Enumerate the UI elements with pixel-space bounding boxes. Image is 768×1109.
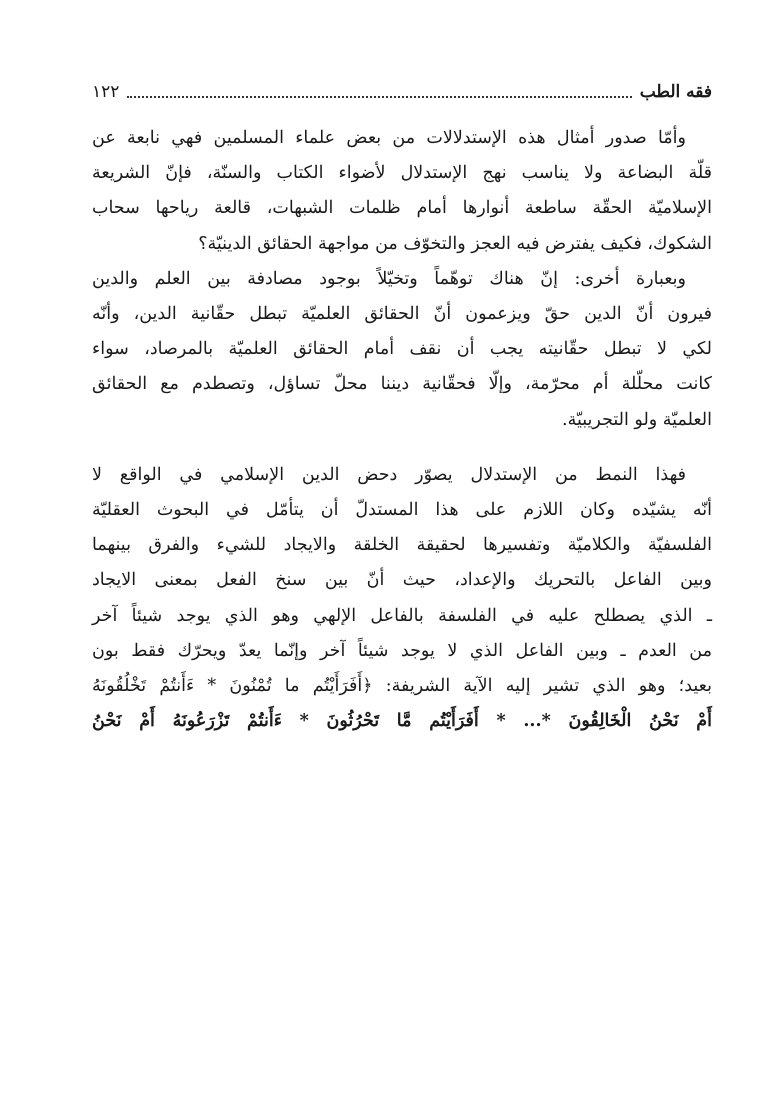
text-line: من العدم ـ وبين الفاعل الذي لا يوجد شيئاً آخر وإنّما يعدّ ويحرّك فقط بون (92, 640, 712, 661)
book-title: فقه الطب (639, 82, 712, 102)
paragraph-spacer (92, 438, 712, 458)
body-text (92, 121, 712, 739)
page-number: ١٢٢ (92, 82, 120, 102)
text-line: أنّه يشيّده وكان اللازم على هذا المستدلّ أن يتأمّل في البحوث العقليّة (92, 500, 712, 521)
text-line: الشكوك، فكيف يفترض فيه العجز والتخوّف من مواجهة الحقائق الدينيّة؟ (198, 233, 712, 254)
text-line: فيرون أنّ الدين حقّ ويزعمون أنّ الحقائق العلميّة تبطل حقّانية الدين، وأنّه (92, 304, 712, 325)
dotted-leader (127, 96, 631, 98)
text-line: الفلسفيّة والكلاميّة وتفسيرها لحقيقة الخلقة والايجاد للشيء والفرق بينهما (92, 535, 712, 556)
text-line: فهذا النمط من الإستدلال يصوّر دحض الدين الإسلامي في الواقع لا (92, 464, 686, 485)
running-header (92, 72, 712, 113)
text-line: وبين الفاعل بالتحريك والإعداد، حيث أنّ بين سنخ الفعل بمعنى الايجاد (92, 570, 712, 591)
text-line-quran: بعيد؛ وهو الذي تشير إليه الآية الشريفة: ﴿أَفَرَأَيْتُم ما تُمْنُونَ * ءَأَنتُمْ تَخْلُقُونَهُ (92, 676, 712, 697)
paragraph-2 (92, 262, 712, 438)
text-line: ـ الذي يصطلح عليه في الفلسفة بالفاعل الإلهي وهو الذي يوجد شيئاً آخر (92, 605, 712, 626)
text-line: وأمّا صدور أمثال هذه الإستدلالات من بعض علماء المسلمين فهي نابعة عن (92, 128, 686, 148)
text-line: لكي لا تبطل حقّانيته يجب أن نقف أمام الحقائق العلميّة بالمرصاد، سواء (92, 339, 712, 360)
paragraph-1 (92, 121, 712, 262)
paragraph-3 (92, 458, 712, 740)
text-line: العلميّة ولو التجريبيّة. (562, 409, 712, 430)
text-line-quran: أَمْ نَحْنُ الْخَالِقُونَ *... * أَفَرَأَيْتُم مَّا تَحْرُثُونَ * ءَأَنتُمْ تَزْرَعُونَهُ أَمْ نَحْنُ (92, 711, 712, 732)
text-line: وبعبارة أخرى: إنّ هناك توهّماً وتخيّلاً بوجود مصادفة بين العلم والدين (92, 268, 686, 289)
text-line: كانت محلّلة أم محرّمة، وإلّا فحقّانية ديننا محلّ تساؤل، وتصطدم مع الحقائق (92, 374, 712, 395)
text-line: الإسلاميّة الحقّة ساطعة أنوارها أمام ظلمات الشبهات، قالعة رياحها سحاب (92, 198, 712, 219)
text-line: قلّة البضاعة ولا يناسب نهج الإستدلال لأضواء الكتاب والسنّة، فإنّ الشريعة (92, 163, 712, 184)
book-page (92, 72, 712, 739)
